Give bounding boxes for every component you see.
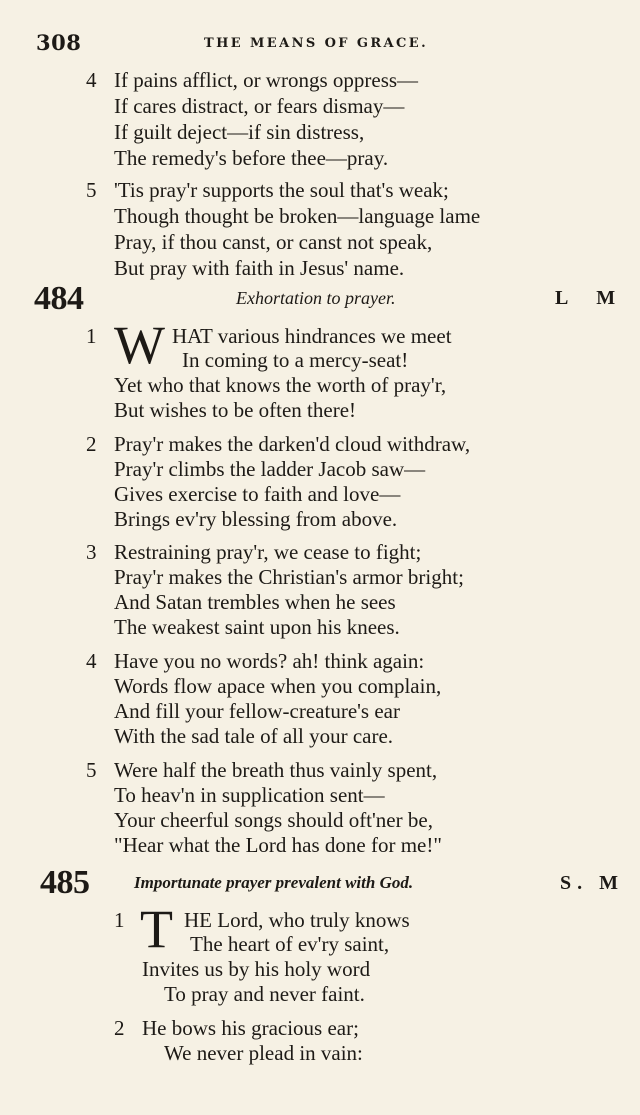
hymn-number: 484 [34,280,84,317]
verse-line: Have you no words? ah! think again: [114,649,425,673]
stanza-number: 1 [114,908,125,932]
verse-line: To heav'n in supplication sent— [114,783,385,807]
verse-line: To pray and never faint. [164,982,365,1006]
verse-line: The remedy's before thee—pray. [114,146,389,170]
hymn-title: Exhortation to prayer. [236,288,396,308]
verse-line: Brings ev'ry blessing from above. [114,507,398,531]
verse-line: The heart of ev'ry saint, [190,932,390,956]
hymn-heading [0,280,640,318]
verse-line: HE Lord, who truly knows [184,908,410,932]
verse-line: Pray'r makes the darken'd cloud withdraw, [114,432,471,456]
hymn-meter: S. M [560,872,624,894]
verse-line: Your cheerful songs should oft'ner be, [114,808,433,832]
stanza-number: 2 [86,432,97,456]
drop-cap: T [140,899,173,959]
hymn-heading [0,864,640,902]
stanza-number: 5 [86,758,97,782]
verse-line: And fill your fellow-creature's ear [114,699,400,723]
verse-line: Pray, if thou canst, or canst not speak, [114,230,433,254]
verse-line: With the sad tale of all your care. [114,724,394,748]
stanza-number: 2 [114,1016,125,1040]
page-header [36,30,456,56]
verse-line: If pains afflict, or wrongs oppress— [114,68,419,92]
verse-line: HAT various hindrances we meet [172,324,452,348]
verse-line: In coming to a mercy-seat! [182,348,409,372]
verse-line: Invites us by his holy word [142,957,371,981]
verse-line: We never plead in vain: [164,1041,363,1065]
verse-line: The weakest saint upon his knees. [114,615,400,639]
verse-line: But wishes to be often there! [114,398,357,422]
verse-line: Pray'r climbs the ladder Jacob saw— [114,457,426,481]
verse-line: "Hear what the Lord has done for me!" [114,833,442,857]
stanza-number: 4 [86,68,97,92]
stanza-number: 3 [86,540,97,564]
verse-line: He bows his gracious ear; [142,1016,359,1040]
verse-line: Gives exercise to faith and love— [114,482,401,506]
verse-line: Though thought be broken—language lame [114,204,481,228]
stanza-number: 1 [86,324,97,348]
verse-line: Yet who that knows the worth of pray'r, [114,373,447,397]
verse-line: Words flow apace when you complain, [114,674,442,698]
verse-line: But pray with faith in Jesus' name. [114,256,405,280]
verse-line: Restraining pray'r, we cease to fight; [114,540,422,564]
hymn-meter: L M [555,287,628,309]
verse-line: And Satan trembles when he sees [114,590,396,614]
stanza-number: 4 [86,649,97,673]
page-number: 308 [36,30,82,55]
verse-line: Pray'r makes the Christian's armor bright; [114,565,464,589]
stanza-number: 5 [86,178,97,202]
verse-line: 'Tis pray'r supports the soul that's weak; [114,178,449,202]
drop-cap: W [114,315,165,375]
verse-line: If guilt deject—if sin distress, [114,120,365,144]
hymn-title: Importunate prayer prevalent with God. [134,873,414,892]
running-head: THE MEANS OF GRACE. [204,36,429,51]
verse-line: If cares distract, or fears dismay— [114,94,405,118]
hymn-number: 485 [40,864,90,901]
verse-line: Were half the breath thus vainly spent, [114,758,438,782]
